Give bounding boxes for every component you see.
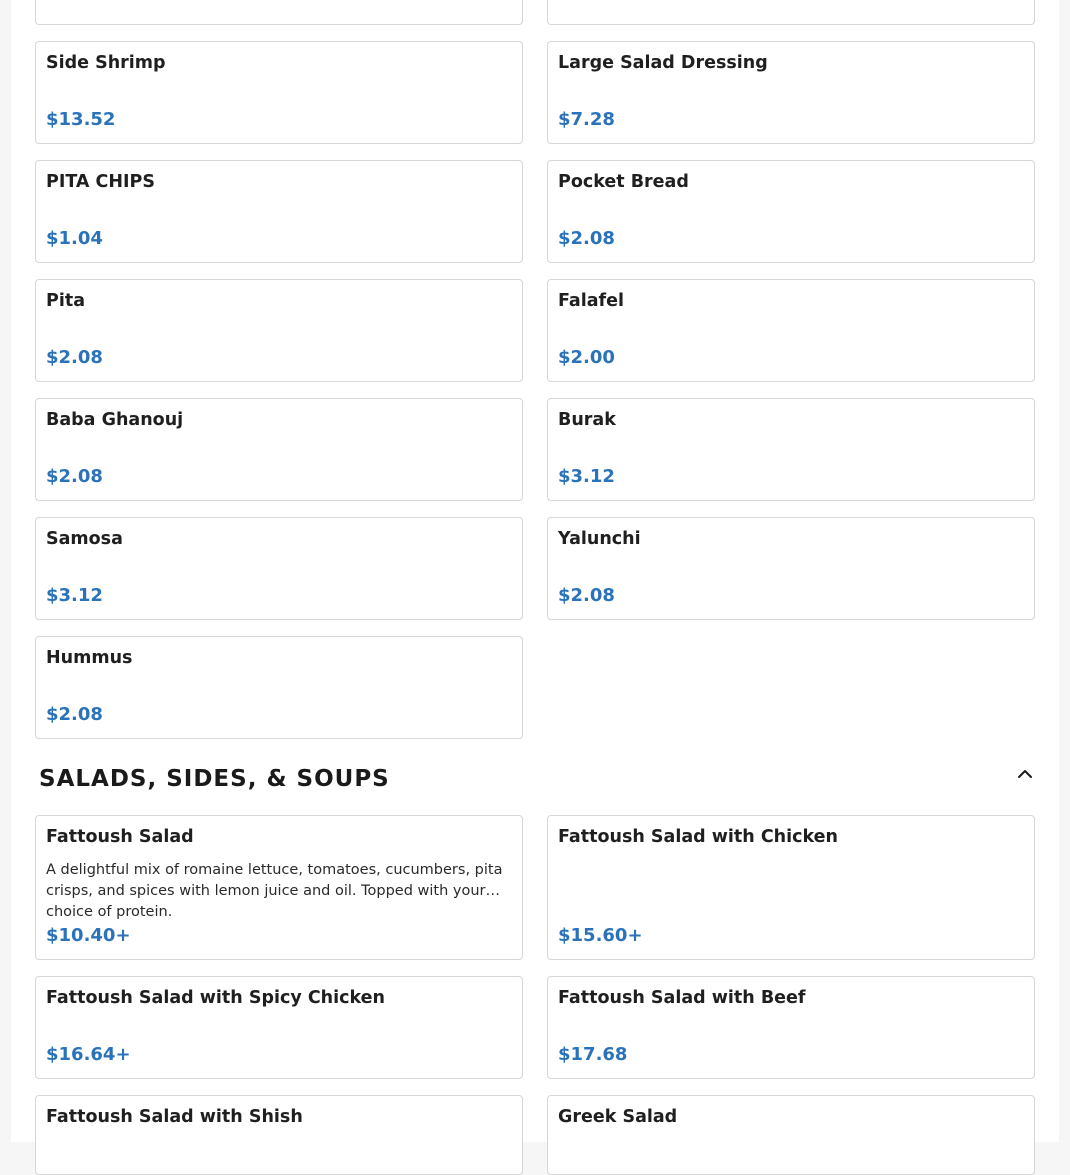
item-name: Yalunchi (558, 529, 641, 549)
item-price: $3.12 (558, 466, 615, 487)
item-price: $1.04 (46, 228, 103, 249)
item-price: $10.40+ (46, 925, 131, 946)
item-price: $13.52 (46, 109, 116, 130)
item-name: Large Salad Dressing (558, 53, 768, 73)
item-name: Burak (558, 410, 616, 430)
menu-item-card[interactable] (547, 815, 1035, 960)
menu-item-card[interactable] (547, 41, 1035, 144)
menu-item-card[interactable] (35, 160, 523, 263)
menu-item-card[interactable] (547, 1095, 1035, 1175)
item-name: Falafel (558, 291, 625, 311)
item-price: $15.60+ (558, 925, 643, 946)
menu-item-card[interactable] (35, 815, 523, 960)
menu-item-card[interactable] (35, 41, 523, 144)
menu-item-card[interactable] (35, 0, 523, 25)
menu-item-card[interactable] (35, 517, 523, 620)
item-price: $2.08 (558, 228, 615, 249)
menu-item-card[interactable] (547, 279, 1035, 382)
item-description: A delightful mix of romaine lettuce, tomatoes, cucumbers, pita crisps, and spices with lemon juice and oil. Topped with your choice of protein. (46, 862, 503, 920)
item-price: $2.08 (46, 466, 103, 487)
section-title: SALADS, SIDES, & SOUPS (39, 766, 390, 792)
menu-item-card[interactable] (547, 976, 1035, 1079)
item-price: $17.68 (558, 1044, 628, 1065)
item-name: Hummus (46, 648, 133, 668)
menu-item-card[interactable] (547, 0, 1035, 25)
item-price: $2.08 (46, 347, 103, 368)
item-name: Samosa (46, 529, 123, 549)
item-price: $16.64+ (46, 1044, 131, 1065)
item-name: Fattoush Salad with Beef (558, 988, 806, 1008)
item-name: Pocket Bread (558, 172, 689, 192)
collapse-section-button[interactable] (1013, 762, 1037, 786)
item-price: $2.08 (558, 585, 615, 606)
menu-item-card[interactable] (35, 636, 523, 739)
item-name: Fattoush Salad with Chicken (558, 827, 839, 847)
menu-item-card[interactable] (35, 1095, 523, 1175)
item-price: $3.12 (46, 585, 103, 606)
chevron-up-icon (1017, 766, 1033, 782)
item-name: Baba Ghanouj (46, 410, 184, 430)
item-name: Greek Salad (558, 1107, 678, 1127)
menu-item-card[interactable] (35, 976, 523, 1079)
menu-item-card[interactable] (547, 517, 1035, 620)
item-name: PITA CHIPS (46, 172, 155, 192)
menu-item-card[interactable] (547, 398, 1035, 501)
item-price: $7.28 (558, 109, 615, 130)
menu-item-card[interactable] (547, 160, 1035, 263)
menu-page (11, 0, 1059, 1142)
menu-item-card[interactable] (35, 279, 523, 382)
item-name: Fattoush Salad with Spicy Chicken (46, 988, 386, 1008)
item-price: $2.08 (46, 704, 103, 725)
item-name: Side Shrimp (46, 53, 166, 73)
item-name: Fattoush Salad with Shish (46, 1107, 303, 1127)
item-name: Fattoush Salad (46, 827, 194, 847)
item-price: $2.00 (558, 347, 615, 368)
menu-item-card[interactable] (35, 398, 523, 501)
item-name: Pita (46, 291, 85, 311)
